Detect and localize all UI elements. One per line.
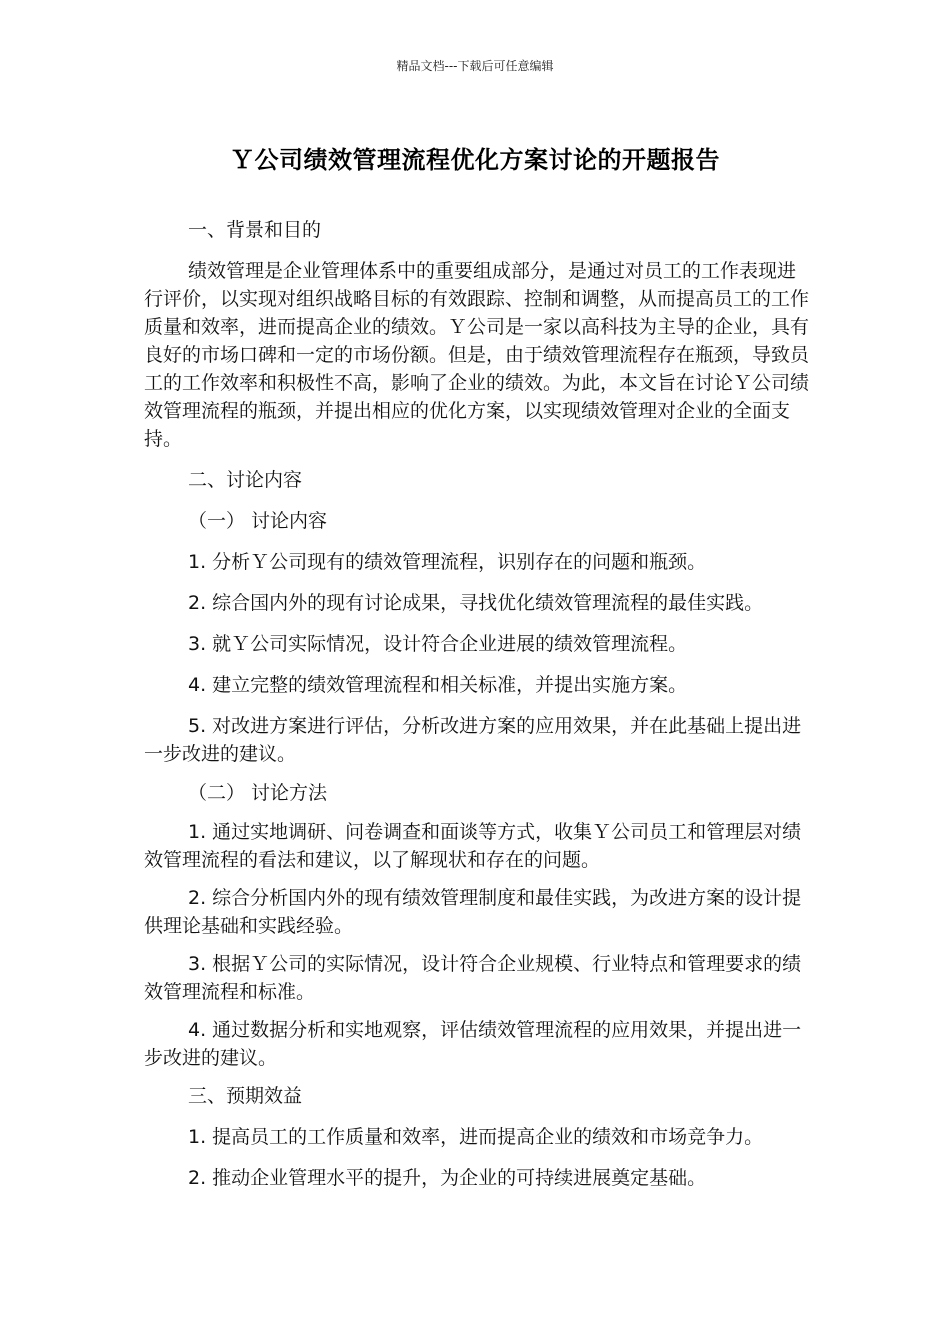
content-item-4: 4. 建立完整的绩效管理流程和相关标准，并提出实施方案。 [188, 674, 688, 696]
method-item-4: 4. 通过数据分析和实地观察，评估绩效管理流程的应用效果，并提出进一步改进的建议。 [144, 1019, 802, 1069]
content-item-5: 5. 对改进方案进行评估，分析改进方案的应用效果，并在此基础上提出进一步改进的建议。 [144, 715, 802, 765]
document-title: Ｙ公司绩效管理流程优化方案讨论的开题报告 [230, 146, 720, 174]
background-paragraph: 绩效管理是企业管理体系中的重要组成部分，是通过对员工的工作表现进行评价，以实现对组织战略目标的有效跟踪、控制和调整，从而提高员工的工作质量和效率，进而提高企业的绩效。Ｙ公司是一家以高科技为主导的企业，具有良好的市场口碑和一定的市场份额。但是，由于绩效管理流程存在瓶颈，导致员工的工作效率和积极性不高，影响了企业的绩效。为此，本文旨在讨论Ｙ公司绩效管理流程的瓶颈，并提出相应的优化方案，以实现绩效管理对企业的全面支持。 [144, 260, 810, 450]
content-item-1: 1. 分析Ｙ公司现有的绩效管理流程，识别存在的问题和瓶颈。 [188, 551, 707, 573]
content-item-3: 3. 就Ｙ公司实际情况，设计符合企业进展的绩效管理流程。 [188, 633, 688, 655]
section-heading-benefits: 三、预期效益 [188, 1085, 303, 1107]
method-item-2: 2. 综合分析国内外的现有绩效管理制度和最佳实践，为改进方案的设计提供理论基础和实践经验。 [144, 887, 802, 937]
benefit-item-2: 2. 推动企业管理水平的提升，为企业的可持续进展奠定基础。 [188, 1167, 707, 1189]
benefit-item-1: 1. 提高员工的工作质量和效率，进而提高企业的绩效和市场竞争力。 [188, 1126, 764, 1148]
section-heading-discussion: 二、讨论内容 [188, 469, 303, 491]
page-header: 精品文档---下载后可任意编辑 [396, 59, 554, 73]
method-item-1: 1. 通过实地调研、问卷调查和面谈等方式，收集Ｙ公司员工和管理层对绩效管理流程的看法和建议，以了解现状和存在的问题。 [144, 821, 802, 871]
document-body [144, 216, 812, 1192]
method-item-3: 3. 根据Ｙ公司的实际情况，设计符合企业规模、行业特点和管理要求的绩效管理流程和标准。 [144, 953, 802, 1003]
subheading-method: （二） 讨论方法 [188, 782, 328, 804]
subheading-content: （一） 讨论内容 [188, 510, 328, 532]
content-item-2: 2. 综合国内外的现有讨论成果，寻找优化绩效管理流程的最佳实践。 [188, 592, 764, 614]
section-heading-background: 一、背景和目的 [188, 219, 322, 241]
